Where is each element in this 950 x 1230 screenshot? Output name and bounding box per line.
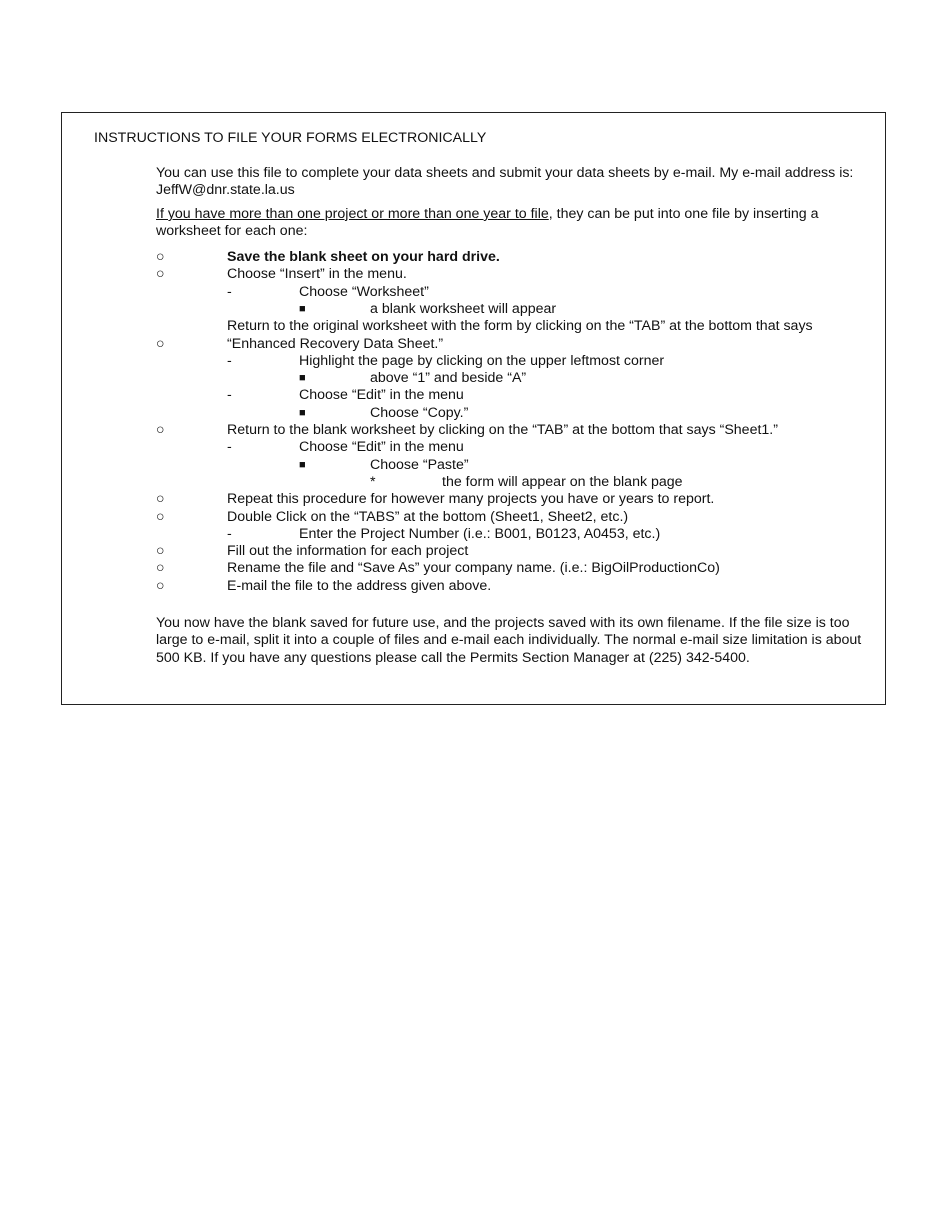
step-text: the form will appear on the blank page [442,473,683,490]
step-text: Choose “Paste” [370,456,469,473]
circle-bullet-icon: ○ [156,422,165,438]
circle-bullet-icon: ○ [156,508,165,525]
closing-paragraph: You now have the blank saved for future use, and the projects saved with its own filename. If the file size is too large to e-mail, split it into a couple of files and e-mail each individually. The normal e-mail size limitation is about 500 KB. If you have any questions please call the Permits Section Manager at (225) 342-5400. [156,615,862,666]
circle-bullet-icon: ○ [156,335,165,352]
step-text: Highlight the page by clicking on the upper leftmost corner [299,352,665,369]
step-text: Return to the blank worksheet by clicking on the “TAB” at the bottom that says “Sheet1.” [227,422,778,438]
intro-paragraph: You can use this file to complete your data sheets and submit your data sheets by e-mail. My e-mail address is: JeffW@dnr.state.la.us [156,165,854,199]
worksheet-paragraph [156,206,868,241]
step-text: Choose “Edit” in the menu [299,439,464,456]
step-text: E-mail the file to the address given above. [227,577,492,594]
square-bullet-icon: ■ [299,302,306,315]
step-text: Rename the file and “Save As” your company name. (i.e.: BigOilProductionCo) [227,560,720,577]
step-text: Choose “Insert” in the menu. [227,266,407,283]
dash-bullet-icon: - [227,525,232,542]
circle-bullet-icon: ○ [156,560,165,577]
dash-bullet-icon: - [227,439,232,456]
circle-bullet-icon: ○ [156,543,165,560]
step-text: a blank worksheet will appear [370,300,557,317]
dash-bullet-icon: - [227,283,232,300]
step-text: Return to the original worksheet with the form by clicking on the “TAB” at the bottom that says [227,318,813,335]
step-text: Choose “Copy.” [370,404,469,421]
circle-bullet-icon: ○ [156,266,165,283]
step-text: Choose “Edit” in the menu [299,387,464,404]
step-text: Fill out the information for each project [227,543,469,560]
step-text: Save the blank sheet on your hard drive. [227,249,500,265]
step-text: Choose “Worksheet” [299,283,429,300]
dash-bullet-icon: - [227,352,232,369]
circle-bullet-icon: ○ [156,249,165,265]
square-bullet-icon: ■ [299,458,306,471]
step-text: Repeat this procedure for however many projects you have or years to report. [227,491,715,508]
square-bullet-icon: ■ [299,406,306,419]
step-text: “Enhanced Recovery Data Sheet.” [227,335,444,352]
circle-bullet-icon: ○ [156,577,165,594]
page-title: INSTRUCTIONS TO FILE YOUR FORMS ELECTRONICALLY [94,130,487,146]
step-text: Enter the Project Number (i.e.: B001, B0123, A0453, etc.) [299,525,661,542]
asterisk-bullet-icon: * [370,473,376,490]
paragraph-continuation: , they can be put into one file by inserting a worksheet for each one: [156,206,819,240]
square-bullet-icon: ■ [299,372,306,385]
circle-bullet-icon: ○ [156,491,165,508]
step-text: Double Click on the “TABS” at the bottom (Sheet1, Sheet2, etc.) [227,508,629,525]
step-text: above “1” and beside “A” [370,370,527,387]
underlined-phrase: If you have more than one project or more than one year to file [156,206,549,222]
dash-bullet-icon: - [227,387,232,404]
